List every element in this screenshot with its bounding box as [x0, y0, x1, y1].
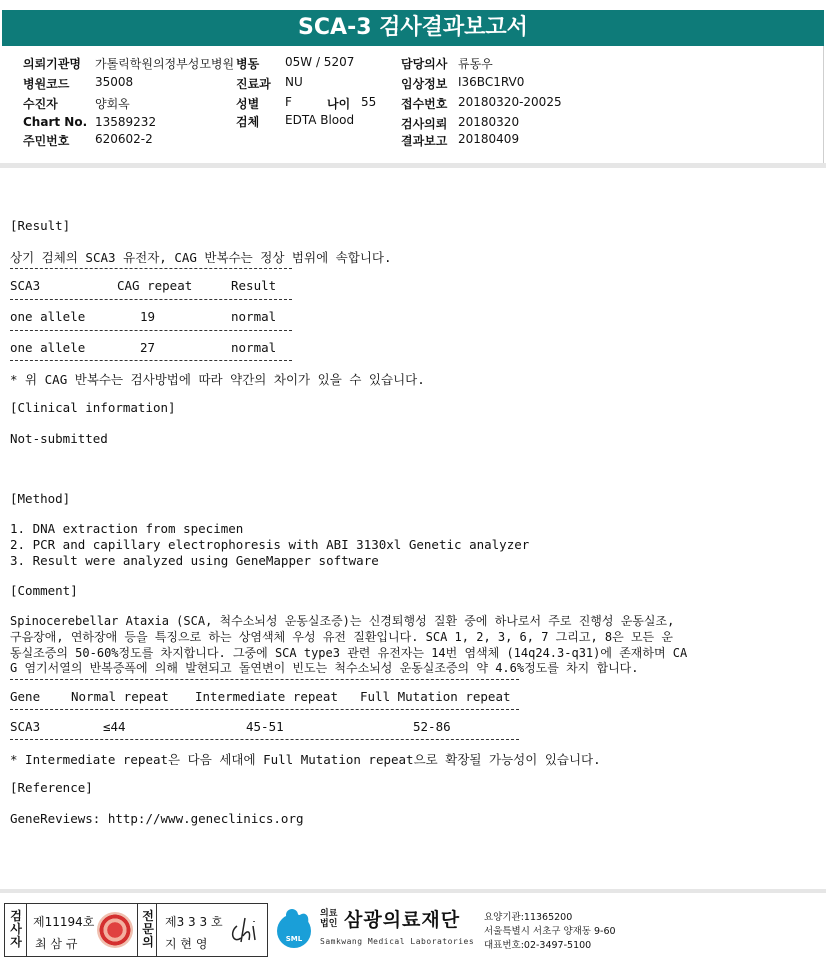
sex-label: 성별 [236, 97, 260, 111]
report-date-value: 20180409 [458, 132, 520, 146]
org-registration: 요양기관:11365200 [484, 912, 573, 923]
result-row-allele: one allele [10, 340, 86, 355]
result-row-status: normal [231, 309, 277, 324]
comment-note: * Intermediate repeat은 다음 세대에 Full Mutation repeat으로 확장될 가능성이 있습니다. [10, 752, 601, 767]
official-seal-icon [97, 912, 133, 948]
report-title: SCA-3 검사결과보고서 [2, 10, 824, 46]
request-label: 검사의뢰 [401, 117, 448, 131]
ward-value: 05W / 5207 [285, 55, 355, 69]
org-english-name: Samkwang Medical Laboratories [320, 937, 475, 946]
method-heading: [Method] [10, 491, 71, 506]
age-label: 나이 [327, 97, 351, 111]
logo-text: SML [285, 935, 303, 943]
specialist-label-text: 전 문 의 [142, 909, 154, 949]
org-type: 의료법인 [320, 909, 338, 929]
comment-row-full: 52-86 [413, 719, 451, 734]
dept-value: NU [285, 75, 303, 89]
reference-link[interactable]: GeneReviews: http://www.geneclinics.org [10, 811, 304, 826]
comment-line: 구음장애, 연하장애 등을 특징으로 하는 상염색체 우성 유전 질환입니다. SCA 1, 2, 3, 6, 7 그리고, 8은 모든 운 [10, 630, 673, 644]
result-heading: [Result] [10, 218, 71, 233]
comment-col-normal: Normal repeat [71, 689, 169, 704]
doctor-value: 류동우 [458, 57, 493, 71]
receipt-value: 20180320-20025 [458, 95, 562, 109]
report-date-label: 결과보고 [401, 134, 448, 148]
result-table-rule [10, 330, 292, 331]
comment-line: G 염기서열의 반복증폭에 의해 발현되고 돌연변이 빈도는 척수소뇌성 운동실조증의 약 4.6%정도를 차지 합니다. [10, 661, 639, 675]
header-divider [0, 163, 826, 168]
org-name: 삼광의료재단 [344, 909, 461, 931]
hosp-code-label: 병원코드 [23, 77, 70, 91]
comment-row-gene: SCA3 [10, 719, 41, 734]
comment-row-intermediate: 45-51 [246, 719, 284, 734]
method-item: 1. DNA extraction from specimen [10, 521, 244, 536]
result-table-rule [10, 299, 292, 300]
result-row-allele: one allele [10, 309, 86, 324]
sex-value: F [285, 95, 292, 109]
request-value: 20180320 [458, 115, 520, 129]
ward-label: 병동 [236, 57, 260, 71]
id-value: 620602-2 [95, 132, 153, 146]
result-row-repeat: 19 [140, 309, 156, 324]
result-summary: 상기 검체의 SCA3 유전자, CAG 반복수는 정상 범위에 속합니다. [10, 250, 392, 265]
footer-divider [0, 889, 826, 893]
method-item: 3. Result were analyzed using GeneMapper software [10, 553, 379, 568]
clinical-heading: [Clinical information] [10, 400, 176, 415]
clinical-text: Not-submitted [10, 431, 108, 446]
org-phone: 대표번호:02-3497-5100 [484, 940, 592, 951]
result-row-repeat: 27 [140, 340, 156, 355]
patient-label: 수진자 [23, 97, 58, 111]
doctor-label: 담당의사 [401, 57, 448, 71]
result-col-result: Result [231, 278, 277, 293]
tester-name: 최 삼 규 [35, 937, 78, 951]
comment-line: 동실조증의 50-60%정도를 차지합니다. 그중에 SCA type3 관련 유전자는 14번 염색체 (14q24.3-q31)에 존재하며 CA [10, 646, 688, 660]
id-label: 주민번호 [23, 134, 70, 148]
result-table-rule [10, 360, 292, 361]
comment-col-full: Full Mutation repeat [360, 689, 511, 704]
handwritten-signature-icon [227, 912, 265, 950]
patient-value: 양회옥 [95, 97, 130, 111]
org-address: 서울특별시 서초구 양재동 9-60 [484, 926, 616, 937]
dept-label: 진료과 [236, 77, 271, 91]
tester-label [10, 910, 22, 949]
signature-box [4, 903, 268, 957]
clinical-label: 임상정보 [401, 77, 448, 91]
result-row-status: normal [231, 340, 277, 355]
method-item: 2. PCR and capillary electrophoresis with ABI 3130xl Genetic analyzer [10, 537, 530, 552]
tester-label-text: 검 사 자 [10, 909, 22, 949]
age-value: 55 [361, 95, 377, 109]
comment-table-rule [10, 739, 519, 740]
inst-value: 가톨릭학원의정부성모병원 [95, 57, 235, 71]
specimen-label: 검체 [236, 115, 260, 129]
comment-heading: [Comment] [10, 583, 78, 598]
result-table-rule [10, 268, 292, 269]
receipt-label: 접수번호 [401, 97, 448, 111]
sml-logo-icon [272, 905, 316, 949]
inst-label: 의뢰기관명 [23, 57, 81, 71]
result-col-cag: CAG repeat [117, 278, 193, 293]
chart-value: 13589232 [95, 115, 157, 129]
specialist-license: 제3 3 3 호 [165, 915, 223, 929]
comment-table-rule [10, 709, 519, 710]
result-note: * 위 CAG 반복수는 검사방법에 따라 약간의 차이가 있을 수 있습니다. [10, 372, 425, 387]
reference-heading: [Reference] [10, 780, 93, 795]
header-border [823, 46, 824, 163]
comment-row-normal: ≤44 [103, 719, 126, 734]
result-col-gene: SCA3 [10, 278, 41, 293]
chart-label: Chart No. [23, 115, 88, 129]
comment-table-rule [10, 679, 519, 680]
clinical-value: I36BC1RV0 [458, 75, 525, 89]
specialist-label [142, 910, 154, 949]
specialist-name: 지 현 영 [165, 937, 208, 951]
hosp-code-value: 35008 [95, 75, 134, 89]
comment-line: Spinocerebellar Ataxia (SCA, 척수소뇌성 운동실조증)는 신경퇴행성 질환 중에 하나로서 주로 진행성 운동실조, [10, 614, 675, 628]
tester-license: 제11194호 [33, 915, 95, 929]
comment-col-gene: Gene [10, 689, 41, 704]
specimen-value: EDTA Blood [285, 113, 355, 127]
comment-col-intermediate: Intermediate repeat [195, 689, 338, 704]
